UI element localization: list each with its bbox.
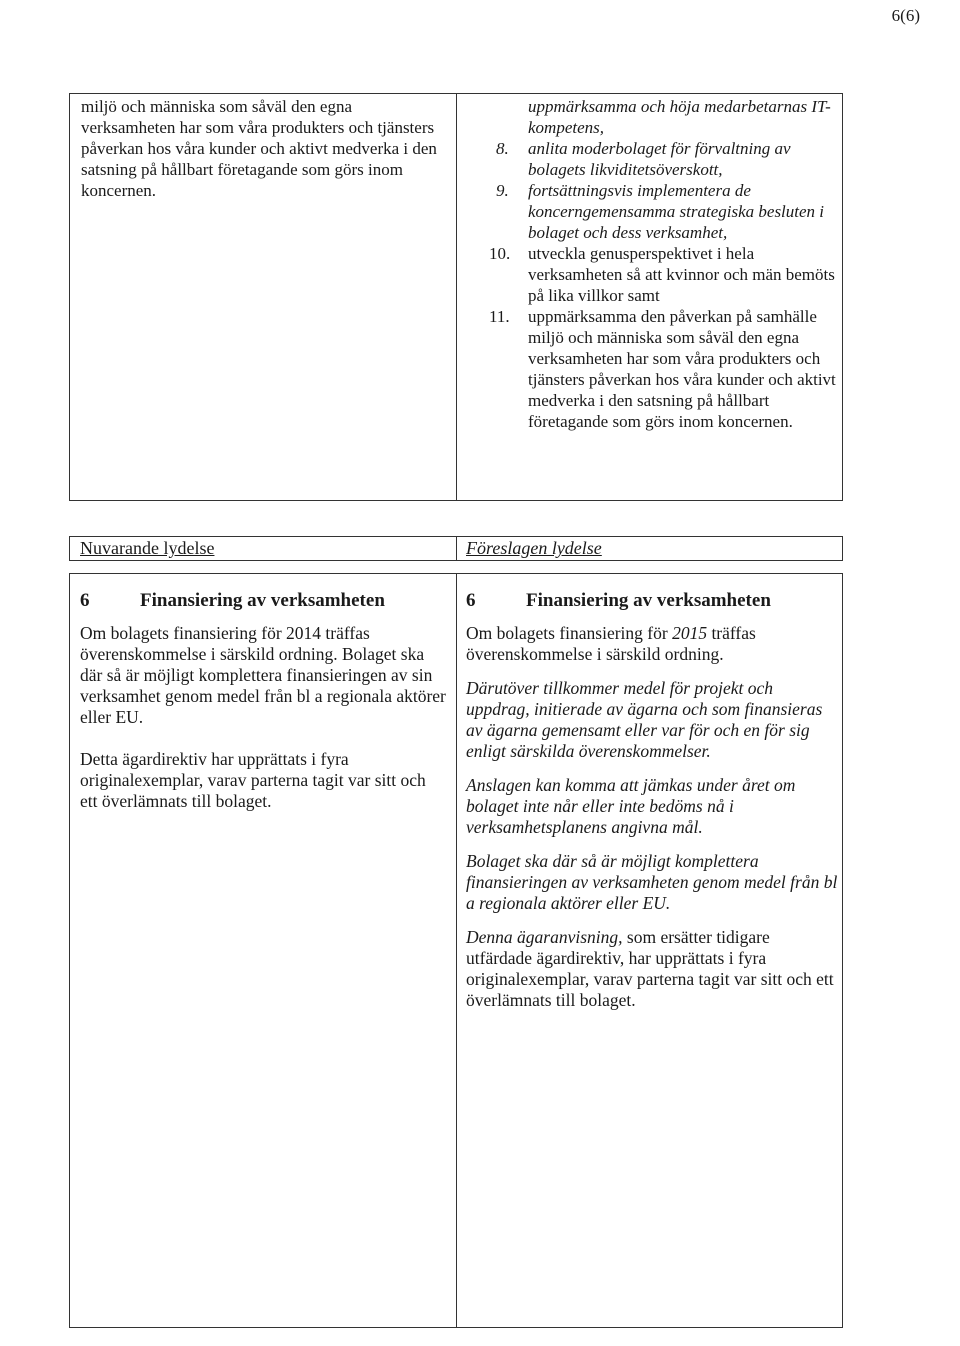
page-number: 6(6) [891, 6, 920, 25]
paragraph [466, 927, 838, 1011]
list-item [468, 306, 838, 432]
column-divider [456, 94, 457, 500]
section-number: 6 [466, 590, 476, 611]
list-item-text: uppmärksamma den påverkan på samhälle miljö och människa som såväl den egna verksamheten har som våra produkters och tjänsters påverkan hos våra kunder och aktivt medverka i den satsning på hållbart företagande som görs inom koncernen. [528, 307, 836, 431]
paragraph-text: Om bolagets finansiering för [466, 623, 673, 643]
paragraph: Därutöver tillkommer medel för projekt och uppdrag, initierade av ägarna och som finansieras av ägarna gemensamt eller var för och en för sig enligt särskilda överenskommelser. [466, 678, 823, 761]
list-item [468, 243, 838, 306]
list-item-number: 10. [489, 244, 511, 263]
proposed-wording-heading: Föreslagen lydelse [466, 538, 602, 558]
list-item-number: 11. [489, 307, 510, 326]
list-item-number: 9. [496, 181, 509, 200]
section-title: Finansiering av verksamheten [526, 590, 771, 611]
section-number: 6 [80, 590, 90, 611]
paragraph: Om bolagets finansiering för 2014 träffas överenskommelse i särskild ordning. Bolaget ska där så är möjligt komplettera finansieringen av sin verksamhet genom medel från bl a regionala aktörer eller EU. [80, 623, 446, 727]
current-wording-column [80, 590, 446, 833]
section-heading [466, 590, 838, 611]
list-item-text: anlita moderbolaget för förvaltning av bolagets likviditetsöverskott, [528, 139, 791, 179]
proposed-wording-column [466, 590, 838, 1024]
paragraph [466, 623, 838, 665]
paragraph: Anslagen kan komma att jämkas under året om bolaget inte når eller inte bedöms nå i verksamhetsplanens angivna mål. [466, 775, 796, 837]
list-item [468, 180, 838, 243]
section-heading [80, 590, 446, 611]
paragraph-text: som ersätter tidigare utfärdade ägardirektiv, har upprättats i fyra originalexemplar, varav parterna tagit var sitt och ett överlämnats till bolaget. [466, 927, 834, 1010]
top-right-cell [468, 96, 838, 432]
list-item-text: utveckla genusperspektivet i hela verksamheten så att kvinnor och män bemöts på lika villkor samt [528, 244, 835, 305]
paragraph-text: träffas överenskommelse i särskild ordning. [466, 623, 756, 664]
paragraph-text: Denna ägaranvisning, [466, 927, 623, 947]
top-left-cell: miljö och människa som såväl den egna verksamheten har som våra produkters och tjänsters påverkan hos våra kunder och aktivt medverka i den satsning på hållbart företagande som görs inom koncernen. [81, 97, 437, 200]
column-divider [456, 574, 457, 1327]
current-wording-heading: Nuvarande lydelse [80, 538, 215, 558]
list-item [468, 138, 838, 180]
comparison-header-row [69, 536, 843, 561]
list-continuation-text: uppmärksamma och höja medarbetarnas IT-kompetens, [528, 97, 831, 137]
numbered-list [468, 138, 838, 432]
column-divider [456, 537, 457, 560]
year-text: 2015 [672, 623, 708, 643]
list-item-number: 8. [496, 139, 509, 158]
list-item-text: fortsättningsvis implementera de koncerngemensamma strategiska besluten i bolaget och dess verksamhet, [528, 181, 825, 242]
paragraph: Detta ägardirektiv har upprättats i fyra originalexemplar, varav parterna tagit var sitt och ett överlämnats till bolaget. [80, 749, 426, 811]
paragraph: Bolaget ska där så är möjligt komplettera finansieringen av verksamheten genom medel från bl a regionala aktörer eller EU. [466, 851, 838, 913]
top-comparison-table [69, 93, 843, 501]
section-title: Finansiering av verksamheten [140, 590, 385, 611]
bottom-comparison-table [69, 573, 843, 1328]
